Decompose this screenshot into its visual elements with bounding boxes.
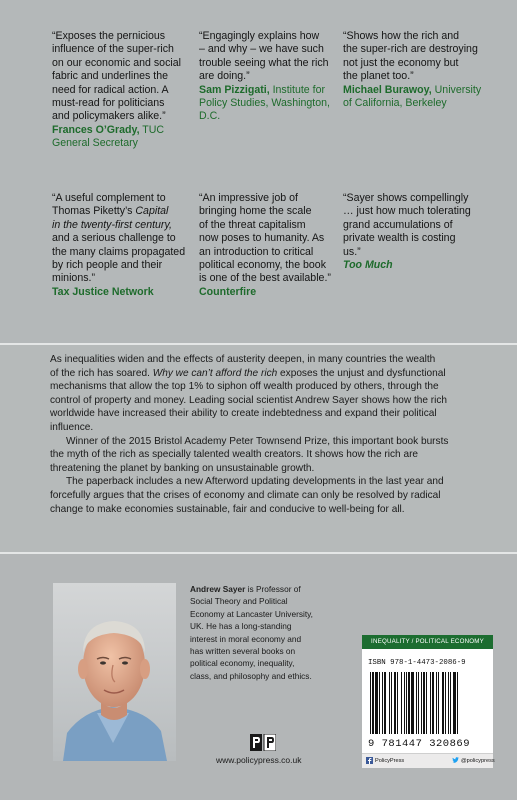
description-line: worldwide have increased their ability to create indebtedness and expand their political: [50, 408, 437, 420]
description-line: The paperback includes a new Afterword updating developments in the last year and: [66, 476, 444, 488]
quote-line: political economy, the book: [199, 259, 327, 272]
quote-line: and policymakers alike.”: [52, 110, 166, 123]
quote-line: “A useful complement to: [52, 192, 166, 204]
quote-line: on our economic and social: [52, 56, 181, 69]
description-line: forcefully argues that the crises of economy and climate can only be resolved by radical: [50, 489, 441, 501]
barcode-bar: [450, 672, 451, 734]
bio-line: [190, 583, 340, 595]
quote-line: private wealth is costing: [343, 232, 456, 245]
barcode-bar: [401, 672, 402, 734]
author-name: Andrew Sayer: [190, 584, 246, 594]
barcode-panel: [362, 635, 493, 767]
source-name: Counterfire: [199, 285, 257, 298]
book-title: Capital: [135, 205, 169, 218]
quote-line: grand accumulations of: [343, 218, 453, 231]
quote-line: must-read for politicians: [52, 97, 165, 110]
barcode-bar: [426, 672, 427, 734]
barcode-bar: [379, 672, 380, 734]
book-description: [50, 353, 470, 516]
quote-line: need for radical action. A: [52, 83, 169, 96]
description-text: exposes the unjust and dysfunctional: [277, 367, 446, 379]
quote-line: [52, 219, 192, 232]
barcode-bar: [421, 672, 422, 734]
source-name: Too Much: [343, 259, 393, 272]
quote-source: [343, 84, 493, 97]
source-affiliation: University: [431, 83, 482, 96]
author-portrait-image: [53, 583, 176, 761]
endorsement-tax-justice: [52, 192, 192, 299]
quote-line: by rich people and their: [52, 259, 163, 272]
barcode-bar: [370, 672, 371, 734]
bio-line: UK. He has a long-standing: [190, 621, 292, 632]
description-line: influence.: [50, 421, 94, 433]
barcode-bar: [432, 672, 434, 734]
barcode-bar: [397, 672, 398, 734]
quote-source: [199, 286, 339, 299]
divider: [0, 343, 517, 345]
barcode-bar: [438, 672, 439, 734]
quote-text: Thomas Piketty’s: [52, 205, 136, 218]
policy-press-logo: [250, 734, 276, 751]
barcode-bar: [389, 672, 390, 734]
quote-line: the super-rich are destroying: [343, 43, 478, 56]
barcode-bar: [391, 672, 392, 734]
book-title: Why we can’t afford the rich: [152, 367, 278, 379]
barcode-bar: [384, 672, 386, 734]
source-name: Michael Burawoy,: [343, 83, 432, 96]
quote-line: “Engagingly explains how: [199, 30, 320, 42]
social-links: [362, 753, 493, 768]
barcode-bar: [394, 672, 396, 734]
quote-line: of the threat capitalism: [199, 218, 306, 231]
source-affiliation: Institute for: [269, 83, 326, 96]
source-name: Tax Justice Network: [52, 285, 154, 298]
quote-source: [199, 84, 337, 97]
subject-category: INEQUALITY / POLITICAL ECONOMY: [362, 635, 493, 649]
description-line: the myth of the rich as specially talented wealth creators. It shows how the rich are: [50, 449, 419, 461]
barcode-bar: [442, 672, 444, 734]
bio-line: political economy, inequality,: [190, 658, 295, 669]
divider: [0, 552, 517, 554]
quote-source: [52, 286, 192, 299]
quote-line: now poses to humanity. As: [199, 232, 325, 245]
barcode-bar: [430, 672, 431, 734]
endorsement-too-much: [343, 192, 493, 272]
twitter-icon: [452, 757, 459, 764]
source-name: Sam Pizzigati,: [199, 83, 270, 96]
barcode-bar: [411, 672, 414, 734]
barcode-bar: [457, 672, 458, 734]
description-line: [50, 367, 470, 381]
source-affiliation: of California, Berkeley: [343, 97, 447, 110]
bio-line: class, and philosophy and ethics.: [190, 670, 312, 681]
endorsement-counterfire: [199, 192, 339, 299]
bio-line: Social Theory and Political: [190, 596, 288, 607]
quote-line: [52, 205, 192, 218]
quote-line: – and why – we have such: [199, 43, 324, 56]
barcode-bar: [445, 672, 446, 734]
quote-line: influence of the super-rich: [52, 43, 174, 56]
barcode-bar: [423, 672, 425, 734]
description-line: mechanisms that allow the top 1% to siphon off wealth produced by others, through the: [50, 381, 439, 393]
quote-line: “Shows how the rich and: [343, 30, 460, 42]
bio-line: Economy at Lancaster University,: [190, 608, 313, 619]
twitter-handle[interactable]: @policypress: [461, 758, 495, 764]
description-text: of the rich has soared.: [50, 367, 153, 379]
quote-line: and a serious challenge to: [52, 232, 176, 245]
quote-line: fabric and underlines the: [52, 70, 169, 83]
barcode-bar: [406, 672, 407, 734]
publisher-url[interactable]: www.policypress.co.uk: [216, 755, 302, 765]
barcode-bar: [453, 672, 456, 734]
barcode-bar: [404, 672, 405, 734]
barcode-bar: [372, 672, 374, 734]
barcode-bar: [382, 672, 383, 734]
bio-line: has written several books on: [190, 646, 296, 657]
quote-line: the planet too.”: [343, 70, 414, 83]
quote-line: an introduction to critical: [199, 245, 314, 258]
isbn-text: ISBN 978-1-4473-2086-9: [368, 659, 466, 667]
quote-line: trouble seeing what the rich: [199, 56, 329, 69]
facebook-icon: [366, 757, 373, 764]
source-affiliation: Policy Studies, Washington,: [199, 97, 330, 110]
quote-line: is one of the best available.”: [199, 272, 331, 285]
bio-text: is Professor of: [245, 584, 301, 594]
quote-line: minions.”: [52, 272, 95, 285]
quote-line: … just how much tolerating: [343, 205, 471, 218]
barcode-icon: [370, 672, 488, 734]
facebook-handle[interactable]: PolicyPress: [375, 758, 405, 764]
source-affiliation: D.C.: [199, 110, 221, 123]
description-line: Winner of the 2015 Bristol Academy Peter Townsend Prize, this important book bursts: [66, 435, 449, 447]
barcode-bar: [436, 672, 437, 734]
quote-line: “Sayer shows compellingly: [343, 192, 469, 204]
description-line: threatening the planet by banking on unsustainable growth.: [50, 462, 315, 474]
barcode-bar: [408, 672, 410, 734]
quote-line: us.”: [343, 245, 361, 258]
source-name: Frances O’Grady,: [52, 123, 140, 136]
description-line: As inequalities widen and the effects of austerity deepen, in many countries the wealth: [50, 354, 436, 365]
description-line: control of property and money. Leading social scientist Andrew Sayer shows how the rich: [50, 394, 448, 406]
bio-line: interest in moral economy and: [190, 633, 302, 644]
endorsement-ogrady: [52, 30, 184, 151]
endorsement-burawoy: [343, 30, 493, 110]
quote-line: not just the economy but: [343, 56, 459, 69]
quote-line: “An impressive job of: [199, 192, 298, 204]
author-photo: [53, 583, 176, 761]
barcode-bar: [448, 672, 449, 734]
description-line: change to make economies sustainable, fair and conducive to well-being for all.: [50, 503, 405, 515]
barcode-bar: [418, 672, 419, 734]
book-title: in the twenty-first century,: [52, 218, 172, 231]
endorsement-pizzigati: [199, 30, 337, 124]
quote-source: [52, 124, 184, 137]
barcode-bar: [416, 672, 417, 734]
quote-line: “Exposes the pernicious: [52, 30, 166, 42]
source-affiliation: TUC: [139, 123, 165, 136]
quote-source: [343, 259, 493, 272]
barcode-bar: [375, 672, 378, 734]
quote-line: the many claims propagated: [52, 245, 186, 258]
author-bio: [190, 583, 340, 682]
barcode-number: 9 781447 320869: [368, 738, 471, 750]
source-affiliation: General Secretary: [52, 137, 138, 150]
quote-line: are doing.”: [199, 70, 250, 83]
quote-line: bringing home the scale: [199, 205, 312, 218]
